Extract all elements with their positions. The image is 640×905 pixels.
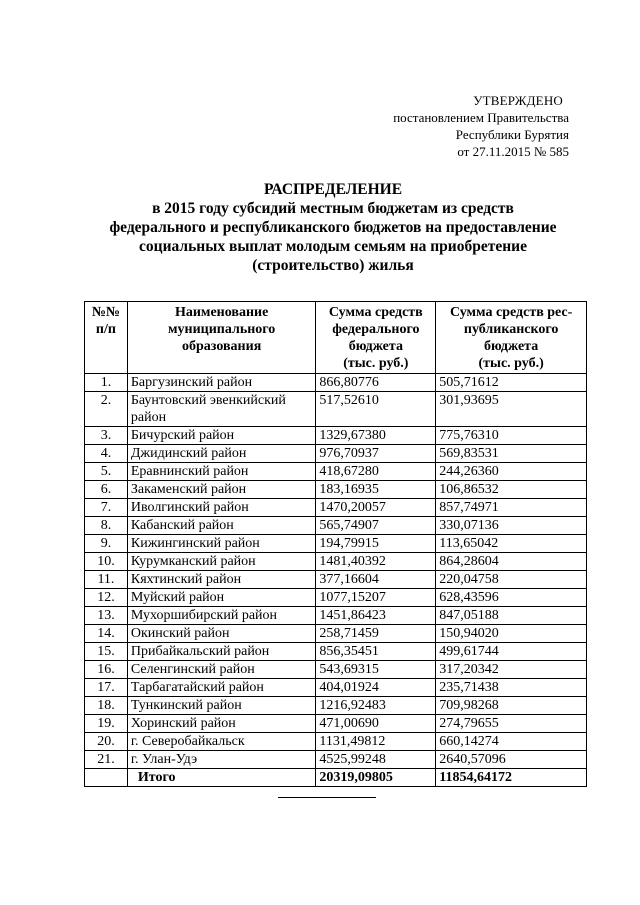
header-republican-line-4: (тыс. руб.) <box>478 356 544 371</box>
row-republican-sum: 274,79655 <box>436 715 587 733</box>
row-municipality: г. Северобайкальск <box>127 733 316 751</box>
row-republican-sum: 330,07136 <box>436 517 587 535</box>
row-republican-sum: 569,83531 <box>436 445 587 463</box>
approval-line-2: Республики Бурятия <box>455 127 569 142</box>
table-row <box>85 679 587 697</box>
row-municipality: Селенгинский район <box>127 661 316 679</box>
row-number: 17. <box>85 679 128 697</box>
table-row <box>85 499 587 517</box>
row-municipality: г. Улан-Удэ <box>127 751 316 769</box>
header-federal <box>316 302 436 374</box>
row-republican-sum: 775,76310 <box>436 427 587 445</box>
table-row <box>85 392 587 427</box>
row-republican-sum: 220,04758 <box>436 571 587 589</box>
distribution-table <box>84 301 587 787</box>
total-row <box>85 769 587 787</box>
row-number: 12. <box>85 589 128 607</box>
row-republican-sum: 244,26360 <box>436 463 587 481</box>
row-municipality: Баунтовский эвенкийский район <box>127 392 316 427</box>
row-federal-sum: 1077,15207 <box>316 589 436 607</box>
row-municipality: Закаменский район <box>127 481 316 499</box>
row-municipality: Мухоршибирский район <box>127 607 316 625</box>
table-row <box>85 445 587 463</box>
row-municipality: Хоринский район <box>127 715 316 733</box>
approval-line-3: от 27.11.2015 № 585 <box>457 144 569 159</box>
row-municipality: Кабанский район <box>127 517 316 535</box>
row-federal-sum: 543,69315 <box>316 661 436 679</box>
document-title <box>80 180 586 275</box>
row-number: 4. <box>85 445 128 463</box>
row-number: 19. <box>85 715 128 733</box>
row-municipality: Кяхтинский район <box>127 571 316 589</box>
row-number: 20. <box>85 733 128 751</box>
row-number: 1. <box>85 374 128 392</box>
row-republican-sum: 2640,57096 <box>436 751 587 769</box>
row-republican-sum: 113,65042 <box>436 535 587 553</box>
header-municipality <box>127 302 316 374</box>
header-number-line-2: п/п <box>95 322 116 337</box>
total-republican-sum: 11854,64172 <box>436 769 587 787</box>
row-republican-sum: 709,98268 <box>436 697 587 715</box>
row-republican-sum: 150,94020 <box>436 625 587 643</box>
row-republican-sum: 864,28604 <box>436 553 587 571</box>
header-republican-line-3: бюджета <box>484 339 539 354</box>
title-line-4: (строительство) жилья <box>252 257 414 274</box>
row-federal-sum: 183,16935 <box>316 481 436 499</box>
header-federal-line-4: (тыс. руб.) <box>343 356 409 371</box>
row-federal-sum: 517,52610 <box>316 392 436 427</box>
row-number: 3. <box>85 427 128 445</box>
header-republican-line-1: Сумма средств рес- <box>449 305 573 320</box>
row-federal-sum: 404,01924 <box>316 679 436 697</box>
table-row <box>85 535 587 553</box>
table-row <box>85 374 587 392</box>
total-label: Итого <box>127 769 316 787</box>
row-municipality: Кижингинский район <box>127 535 316 553</box>
approval-heading: УТВЕРЖДЕНО <box>473 93 563 108</box>
title-main: РАСПРЕДЕЛЕНИЕ <box>263 181 403 198</box>
row-federal-sum: 856,35451 <box>316 643 436 661</box>
row-federal-sum: 1451,86423 <box>316 607 436 625</box>
table-row <box>85 661 587 679</box>
row-federal-sum: 194,79915 <box>316 535 436 553</box>
row-republican-sum: 660,14274 <box>436 733 587 751</box>
row-number: 2. <box>85 392 128 427</box>
header-federal-line-2: федерального <box>332 322 420 337</box>
table-row <box>85 553 587 571</box>
table-row <box>85 625 587 643</box>
row-federal-sum: 1481,40392 <box>316 553 436 571</box>
row-federal-sum: 866,80776 <box>316 374 436 392</box>
table-row <box>85 751 587 769</box>
row-municipality: Курумканский район <box>127 553 316 571</box>
closing-divider <box>278 797 376 798</box>
row-municipality: Прибайкальский район <box>127 643 316 661</box>
table-row <box>85 571 587 589</box>
row-republican-sum: 628,43596 <box>436 589 587 607</box>
header-municipality-line-3: образования <box>182 339 262 354</box>
header-municipality-line-2: муниципального <box>167 322 276 337</box>
header-number <box>85 302 128 374</box>
table-row <box>85 427 587 445</box>
total-federal-sum: 20319,09805 <box>316 769 436 787</box>
header-municipality-line-1: Наименование <box>174 305 269 320</box>
row-municipality: Еравнинский район <box>127 463 316 481</box>
row-municipality: Иволгинский район <box>127 499 316 517</box>
table-row <box>85 589 587 607</box>
row-republican-sum: 847,05188 <box>436 607 587 625</box>
row-federal-sum: 1470,20057 <box>316 499 436 517</box>
row-republican-sum: 499,61744 <box>436 643 587 661</box>
table-row <box>85 733 587 751</box>
table-row <box>85 715 587 733</box>
row-municipality: Джидинский район <box>127 445 316 463</box>
title-line-2: федерального и республиканского бюджетов на предоставление <box>109 219 557 236</box>
row-municipality: Муйский район <box>127 589 316 607</box>
row-number: 13. <box>85 607 128 625</box>
row-federal-sum: 1216,92483 <box>316 697 436 715</box>
row-number: 9. <box>85 535 128 553</box>
table-row <box>85 643 587 661</box>
row-republican-sum: 235,71438 <box>436 679 587 697</box>
row-number: 6. <box>85 481 128 499</box>
table-row <box>85 463 587 481</box>
row-number: 11. <box>85 571 128 589</box>
row-number: 10. <box>85 553 128 571</box>
row-republican-sum: 317,20342 <box>436 661 587 679</box>
row-number: 8. <box>85 517 128 535</box>
table-row <box>85 517 587 535</box>
row-municipality: Баргузинский район <box>127 374 316 392</box>
row-municipality: Окинский район <box>127 625 316 643</box>
row-number: 7. <box>85 499 128 517</box>
row-republican-sum: 301,93695 <box>436 392 587 427</box>
title-line-3: социальных выплат молодым семьям на приобретение <box>139 238 527 255</box>
row-municipality: Тункинский район <box>127 697 316 715</box>
row-federal-sum: 565,74907 <box>316 517 436 535</box>
table-row <box>85 607 587 625</box>
row-federal-sum: 1131,49812 <box>316 733 436 751</box>
approval-line-1: постановлением Правительства <box>393 110 569 125</box>
row-federal-sum: 377,16604 <box>316 571 436 589</box>
table-header-row <box>85 302 587 374</box>
row-federal-sum: 471,00690 <box>316 715 436 733</box>
row-federal-sum: 976,70937 <box>316 445 436 463</box>
header-number-line-1: №№ <box>91 305 120 320</box>
row-number: 18. <box>85 697 128 715</box>
row-republican-sum: 106,86532 <box>436 481 587 499</box>
row-republican-sum: 505,71612 <box>436 374 587 392</box>
approval-stamp <box>393 92 569 160</box>
row-federal-sum: 4525,99248 <box>316 751 436 769</box>
header-republican <box>436 302 587 374</box>
row-federal-sum: 1329,67380 <box>316 427 436 445</box>
row-municipality: Тарбагатайский район <box>127 679 316 697</box>
row-republican-sum: 857,74971 <box>436 499 587 517</box>
row-federal-sum: 258,71459 <box>316 625 436 643</box>
row-municipality: Бичурский район <box>127 427 316 445</box>
header-federal-line-1: Сумма средств <box>328 305 423 320</box>
header-republican-line-2: публиканского <box>463 322 559 337</box>
title-line-1: в 2015 году субсидий местным бюджетам из средств <box>152 200 514 217</box>
row-number: 21. <box>85 751 128 769</box>
row-number: 15. <box>85 643 128 661</box>
row-number: 5. <box>85 463 128 481</box>
row-federal-sum: 418,67280 <box>316 463 436 481</box>
header-federal-line-3: бюджета <box>348 339 403 354</box>
row-number: 16. <box>85 661 128 679</box>
table-row <box>85 481 587 499</box>
row-number: 14. <box>85 625 128 643</box>
total-number <box>85 769 128 787</box>
table-row <box>85 697 587 715</box>
